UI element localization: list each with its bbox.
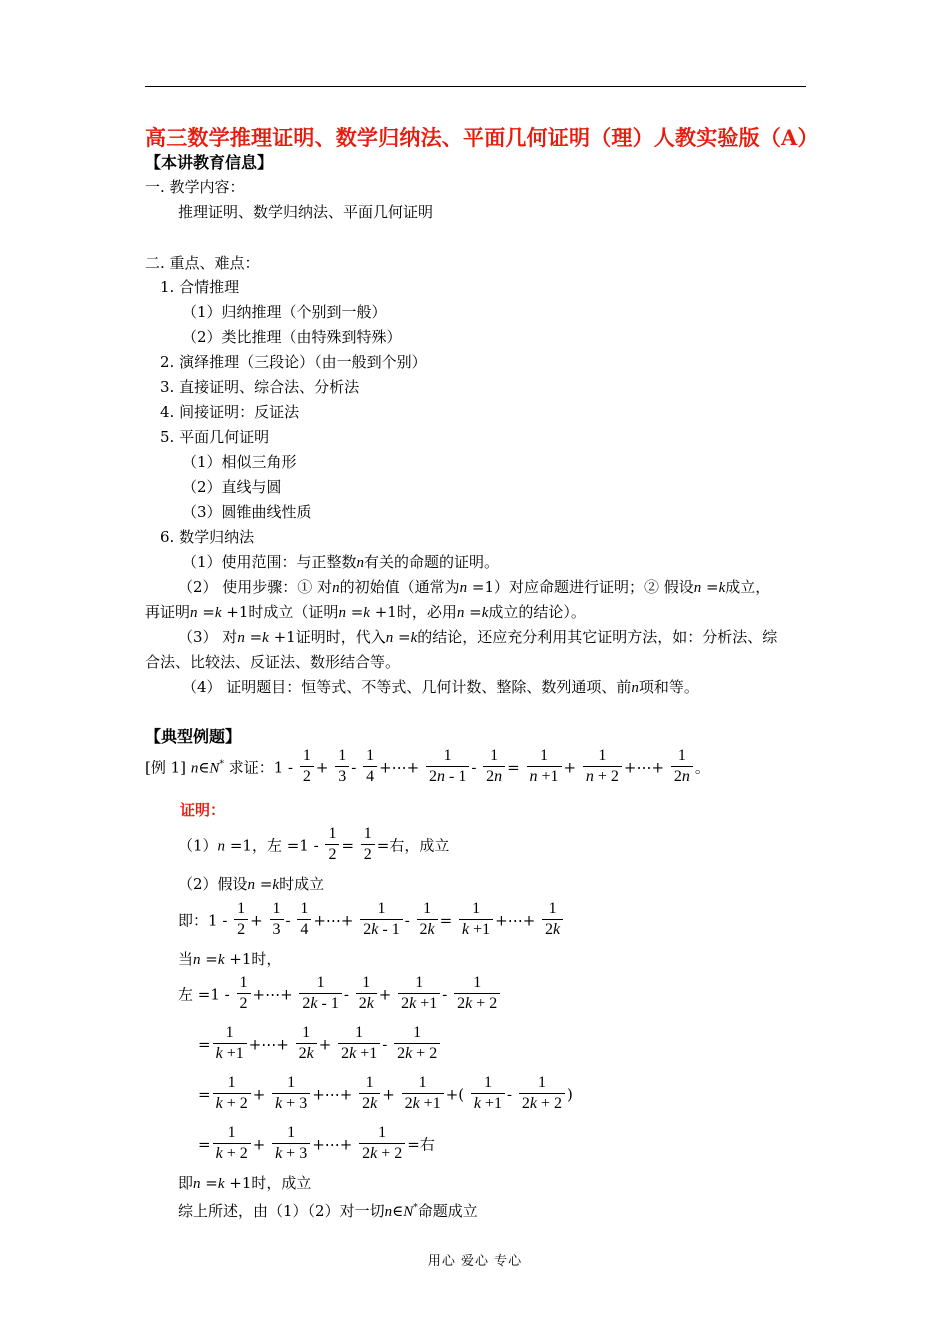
info-heading: 【本讲教育信息】 <box>145 153 274 172</box>
induction-steps: （2） 使用步骤：① 对n的初始值（通常为n =1）对应命题进行证明；② 假设n =k成立， <box>178 578 771 596</box>
key-points-label: 二. 重点、难点： <box>145 254 260 272</box>
content-label: 一. 教学内容： <box>145 178 245 196</box>
header-rule <box>145 86 806 87</box>
key-point-item: （1）归纳推理（个别到一般） <box>182 303 387 321</box>
content-text: 推理证明、数学归纳法、平面几何证明 <box>178 203 434 221</box>
proof-line-4: = $\frac{1}{k + 2}$ + $\frac{1}{k + 3}$ +⋯+ $\frac{1}{2k + 2}$ =右 <box>198 1124 435 1162</box>
key-point-item: （1）相似三角形 <box>182 453 297 471</box>
proof-conclusion: 综上所述，由（1）（2）对一切n∈N*命题成立 <box>178 1202 478 1220</box>
page-footer: 用心 爱心 专心 <box>427 1254 523 1269</box>
key-point-item: 4. 间接证明：反证法 <box>160 403 300 421</box>
key-point-item: （2）类比推理（由特殊到特殊） <box>182 328 402 346</box>
examples-heading: 【典型例题】 <box>145 727 242 746</box>
induction-scope: （1）使用范围：与正整数n有关的命题的证明。 <box>182 553 500 571</box>
induction-topics: （4） 证明题目：恒等式、不等式、几何计数、整除、数列通项、前n项和等。 <box>182 678 699 696</box>
proof-hypothesis: 即：1 - $\frac{1}{2}$ + $\frac{1}{3}$ - $\frac{1}{4}$ +⋯+ $\frac{1}{2k - 1}$ - $\frac{1}{2k}$ = $\frac{1}{k +1}$ +⋯+ $\frac{1}{2k}$ <box>178 901 565 942</box>
proof-left-side: 左 =1 - $\frac{1}{2}$ +⋯+ $\frac{1}{2k - 1}$ - $\frac{1}{2k}$ + $\frac{1}{2k +1}$ - $\frac{1}{2k + 2}$ <box>178 975 502 1016</box>
induction-methods: 合法、比较法、反证法、数形结合等。 <box>145 653 401 671</box>
proof-step-4: 即n =k +1时，成立 <box>178 1174 312 1192</box>
proof-step-2: （2）假设n =k时成立 <box>178 875 325 893</box>
example-1-statement: [例 1] n∈N* 求证：1 - $\frac{1}{2}$ + $\frac{1}{3}$ - $\frac{1}{4}$ +⋯+ $\frac{1}{2n - 1}$ - $\frac{1}{2n}$ = $\frac{1}{n +1}$ + $\frac{1}{n + 2}$ +⋯+ $\frac{1}{2n}$ 。 <box>145 747 710 785</box>
proof-line-3: = $\frac{1}{k + 2}$ + $\frac{1}{k + 3}$ +⋯+ $\frac{1}{2k}$ + $\frac{1}{2k +1}$ +( $\frac{1}{k +1}$ - $\frac{1}{2k + 2}$ ) <box>198 1074 573 1112</box>
key-point-item: 5. 平面几何证明 <box>160 428 270 446</box>
induction-substitute: （3） 对n =k +1证明时，代入n =k的结论，还应充分利用其它证明方法，如：分析法、综 <box>178 628 778 646</box>
proof-step-3: 当n =k +1时， <box>178 950 282 968</box>
induction-steps-cont: 再证明n =k +1时成立（证明n =k +1时，必用n =k成立的结论）。 <box>145 603 586 621</box>
key-point-item: 3. 直接证明、综合法、分析法 <box>160 378 360 396</box>
key-point-item: （2）直线与圆 <box>182 478 282 496</box>
document-title: 高三数学推理证明、数学归纳法、平面几何证明（理）人教实验版（A） <box>145 125 819 150</box>
proof-line-2: = $\frac{1}{k +1}$ +⋯+ $\frac{1}{2k}$ + $\frac{1}{2k +1}$ - $\frac{1}{2k + 2}$ <box>198 1025 442 1066</box>
key-point-item: 2. 演绎推理（三段论）（由一般到个别） <box>160 353 427 371</box>
proof-label: 证明： <box>180 801 226 819</box>
proof-step-1: （1）n =1，左 =1 - $\frac{1}{2}$ = $\frac{1}{2}$ =右，成立 <box>178 825 450 863</box>
key-point-item: 6. 数学归纳法 <box>160 528 255 546</box>
key-point-item: （3）圆锥曲线性质 <box>182 503 312 521</box>
key-point-item: 1. 合情推理 <box>160 278 240 296</box>
